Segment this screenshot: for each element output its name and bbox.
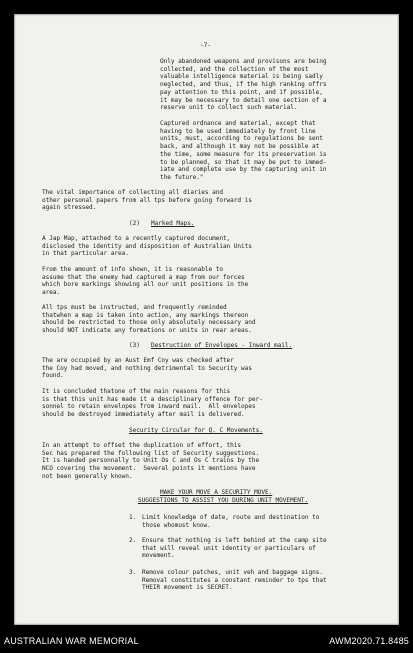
security-circular-paragraph: In an attempt to offset the duplication of effort, this Sec has prepared the following list of Security suggestions. It is handed personnally to Unit Os C and Os C trains by the NCO covering the movement. Several points it mentions have not been generally known.	[42, 442, 260, 480]
list-item-text: Ensure that nothing is left behind at the camp site that will reveal unit identity or particulars of movement.	[142, 537, 327, 560]
coy-check-paragraph: The are occupied by an Aust Emf Coy was checked after the Coy had moved, and nothing detrimental to Security was found.	[42, 357, 252, 380]
heading-line-1: MAKE YOUR MOVE A SECURITY MOVE.	[160, 489, 273, 496]
footer-accession-number: AWM2020.71.8485	[329, 636, 409, 646]
heading-line-2: SUGGESTIONS TO ASSIST YOU DURING UNIT MOVEMENT.	[138, 497, 309, 504]
section-3-title: Destruction of Envelopes - Inward mail.	[151, 342, 293, 349]
troops-instruction-paragraph: All tps must be instructed, and frequently reminded thatwhen a map is taken into action, any markings thereon should be restricted to those only absolutely necessary and should NOT indicate any formations or units in rear areas.	[42, 304, 256, 335]
security-circular-title: Security Circular for Q. C Movements.	[129, 427, 263, 434]
jap-map-paragraph: A Jap Map, attached to a recently captured document, disclosed the identity and disposition of Australian Units in that particular area.	[42, 235, 252, 258]
section-3-number: (3)	[129, 342, 140, 349]
list-item-text: Limit knowledge of date, route and destination to those whomust know.	[142, 514, 320, 529]
quote-paragraph-1: Only abandoned weapons and provisons are being collected, and the collection of the most valuable intelligence material is being sadly neglected, and thus, if the high ranking offrs pay attention to this point, and if possible, it may be necessary to detail one section of a reserve unit to collect such material.	[160, 58, 327, 112]
list-item-text: Remove colour patches, unit veh and baggage signs. Removal constitutes a constant reminder to tps that THEIR movement is SECRET.	[142, 569, 327, 592]
list-item-number: 2.	[129, 537, 137, 544]
section-2-title: Marked Maps.	[151, 220, 195, 227]
list-item-number: 3.	[129, 569, 137, 576]
vital-importance-paragraph: The vital importance of collecting all diaries and other personal papers from all tps before going forward is again stressed.	[42, 189, 252, 212]
document-page	[14, 14, 399, 625]
concluded-paragraph: It is concluded thatone of the main reasons for this is that this unit has made it a desciplinary offence for per- sonnel to retain envelopes from inward mail. All envelopes should be destroyed immediately after mail is delivered.	[42, 388, 263, 419]
info-paragraph: From the amount of info shown, it is reasonable to assume that the enemy had captured a map from our forces which bore markings showing all our unit positions in the area.	[42, 266, 249, 297]
page-number: -7-	[200, 42, 211, 49]
footer-institution: AUSTRALIAN WAR MEMORIAL	[4, 636, 139, 646]
footer-bar	[0, 632, 413, 653]
quote-paragraph-2: Captured ordnance and material, except that having to be used immediately by front line units, must, according to regulations be sent back, and although it may not be possible at the time, some measure for its preservation is to be planned, so that it may be put to immed- iate and complete use by the capturing unit in the future."	[160, 120, 327, 181]
list-item-number: 1.	[129, 514, 137, 521]
section-2-number: (2)	[129, 220, 140, 227]
